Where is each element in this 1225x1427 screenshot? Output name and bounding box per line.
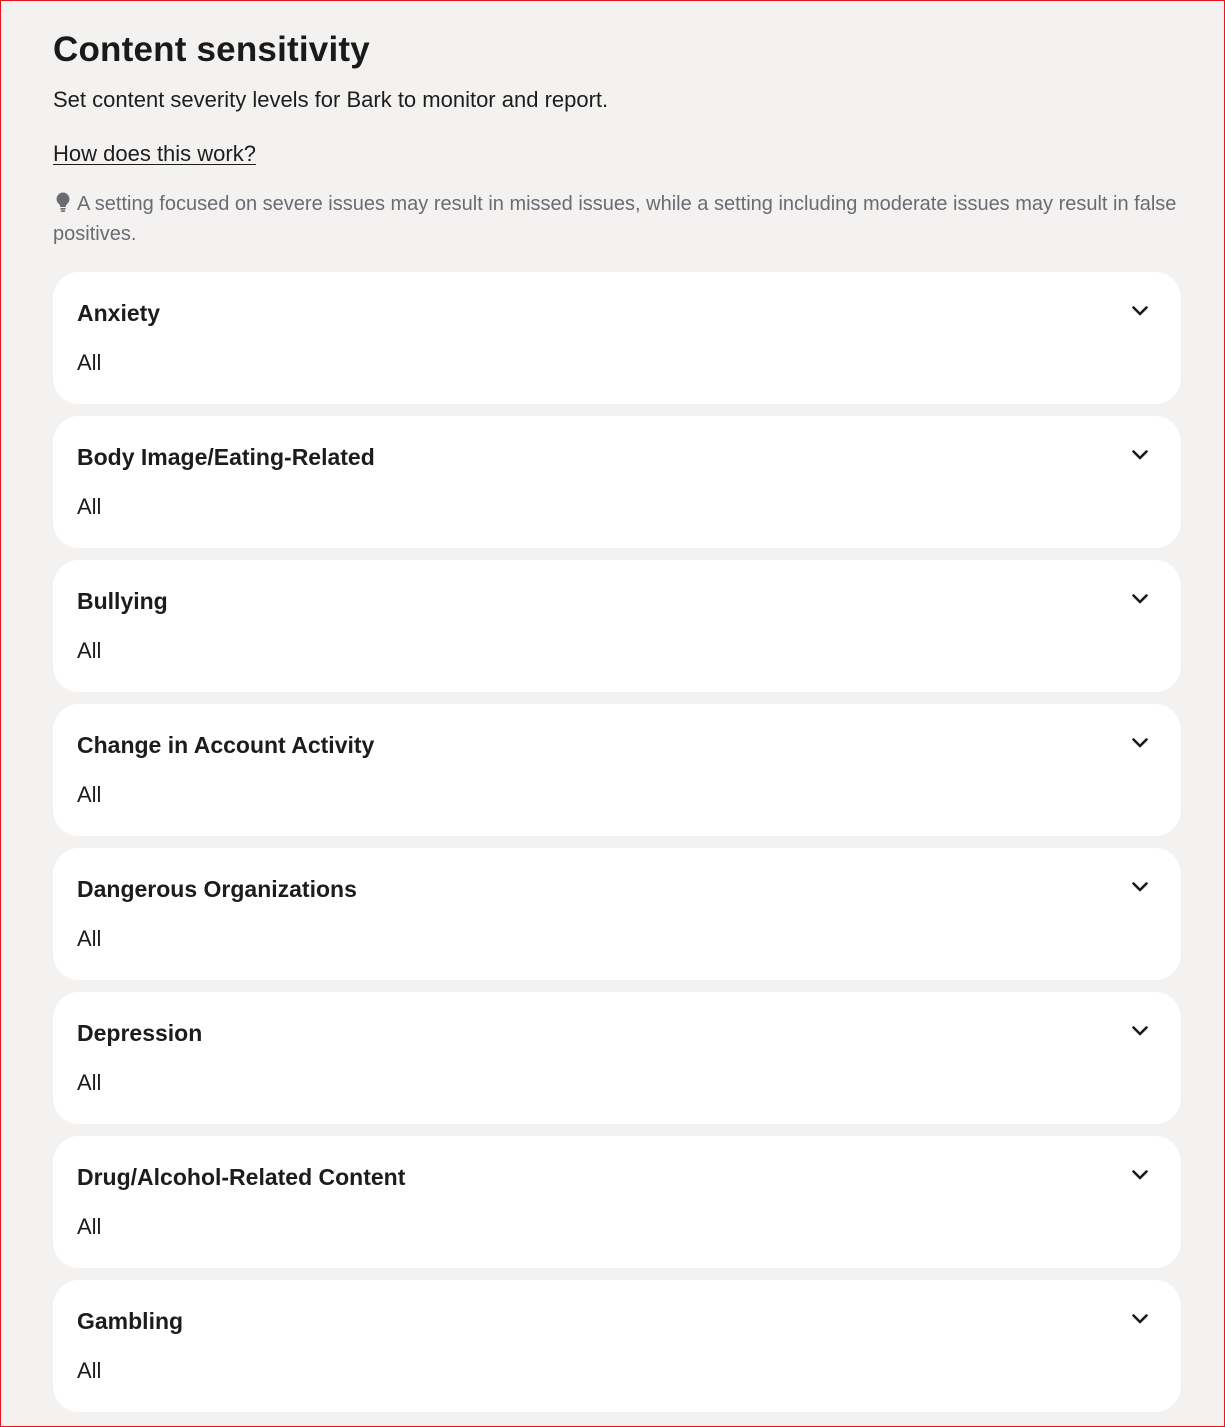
category-card-bullying[interactable] (53, 560, 1181, 692)
chevron-down-icon[interactable] (1131, 1313, 1149, 1325)
chevron-down-icon[interactable] (1131, 1169, 1149, 1181)
category-name: Anxiety (77, 300, 161, 326)
category-severity-value: All (77, 638, 102, 663)
chevron-down-icon[interactable] (1131, 737, 1149, 749)
content-sensitivity-panel (53, 28, 1181, 1424)
page-title: Content sensitivity (53, 30, 370, 69)
category-card-drug-alcohol-related-content[interactable] (53, 1136, 1181, 1268)
category-name: Gambling (77, 1308, 184, 1334)
category-severity-value: All (77, 350, 102, 375)
category-name: Drug/Alcohol-Related Content (77, 1164, 406, 1190)
lightbulb-icon (53, 191, 73, 213)
category-name: Bullying (77, 588, 168, 614)
category-name: Dangerous Organizations (77, 876, 357, 902)
category-card-gambling[interactable] (53, 1280, 1181, 1412)
category-name: Body Image/Eating-Related (77, 444, 375, 470)
category-card-depression[interactable] (53, 992, 1181, 1124)
category-severity-value: All (77, 1214, 102, 1239)
chevron-down-icon[interactable] (1131, 305, 1149, 317)
category-list (53, 272, 1181, 1412)
category-card-body-image[interactable] (53, 416, 1181, 548)
category-name: Depression (77, 1020, 203, 1046)
page-subtitle: Set content severity levels for Bark to monitor and report. (53, 87, 609, 112)
category-card-change-in-account-activity[interactable] (53, 704, 1181, 836)
tip-note (53, 189, 1178, 249)
chevron-down-icon[interactable] (1131, 593, 1149, 605)
category-name: Change in Account Activity (77, 732, 375, 758)
how-does-this-work-link[interactable]: How does this work? (53, 141, 256, 166)
chevron-down-icon[interactable] (1131, 881, 1149, 893)
category-severity-value: All (77, 1070, 102, 1095)
category-severity-value: All (77, 782, 102, 807)
category-severity-value: All (77, 494, 102, 519)
category-severity-value: All (77, 926, 102, 951)
category-severity-value: All (77, 1358, 102, 1383)
category-card-dangerous-organizations[interactable] (53, 848, 1181, 980)
chevron-down-icon[interactable] (1131, 1025, 1149, 1037)
chevron-down-icon[interactable] (1131, 449, 1149, 461)
tip-text: A setting focused on severe issues may result in missed issues, while a setting including moderate issues may result in false positives. (53, 193, 1177, 245)
category-card-anxiety[interactable] (53, 272, 1181, 404)
